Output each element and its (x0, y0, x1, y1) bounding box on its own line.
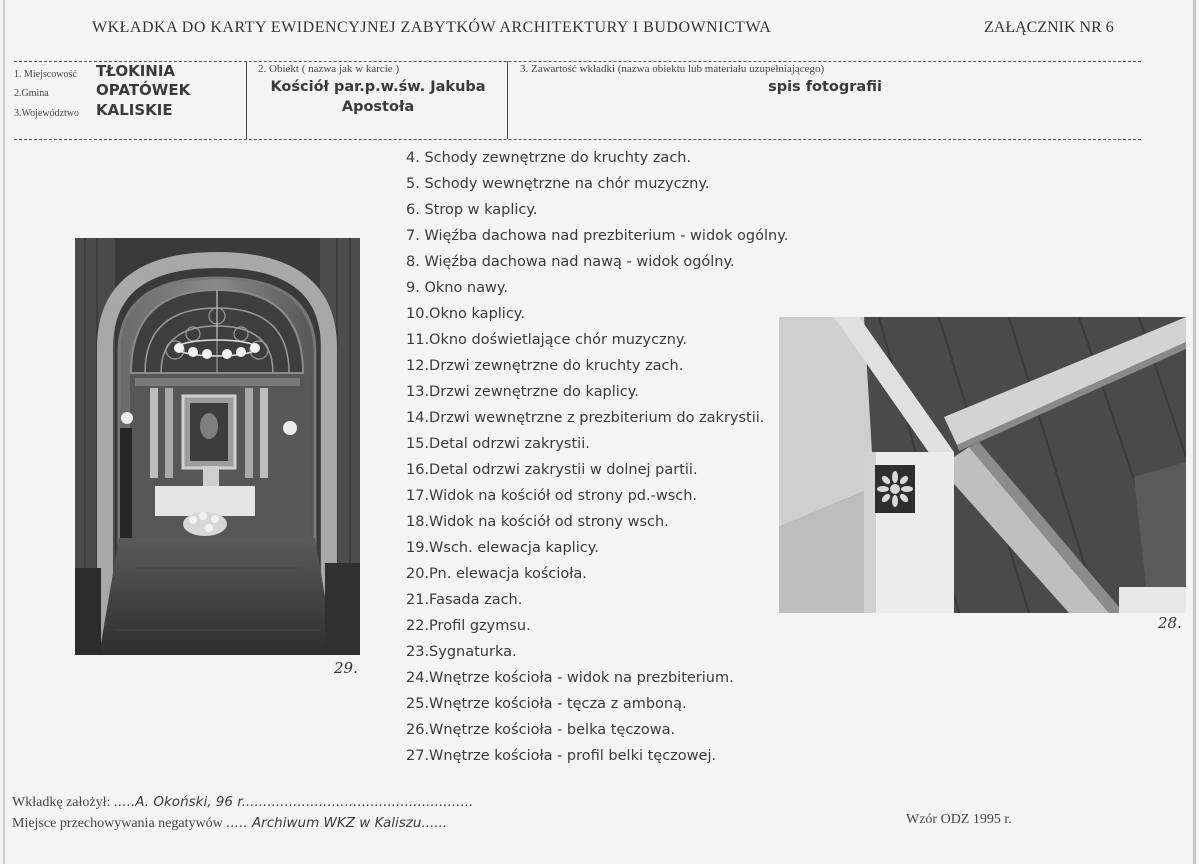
list-item: 27.Wnętrze kościoła - profil belki tęczowej. (406, 748, 717, 764)
list-item: 11.Okno doświetlające chór muzyczny. (406, 332, 688, 348)
list-item: 6. Strop w kaplicy. (406, 202, 538, 218)
storage-label: Miejsce przechowywania negatywów (12, 816, 223, 831)
storage-line (12, 815, 447, 832)
wojewodztwo-value: KALISKIE (96, 101, 173, 119)
list-item: 23.Sygnaturka. (406, 644, 517, 660)
object-name-line1: Kościół par.p.w.św. Jakuba (270, 79, 486, 95)
photo-roof-truss (779, 317, 1186, 613)
list-item: 12.Drzwi zewnętrzne do kruchty zach. (406, 358, 684, 374)
miejscowosc-label: 1. Miejscowość (14, 69, 77, 80)
content-label: 3. Zawartość wkładki (nazwa obiektu lub materiału uzupełniającego) (520, 63, 825, 75)
photo-number-29: 29. (334, 659, 358, 677)
form-template-version: Wzór ODZ 1995 r. (906, 812, 1012, 827)
list-item: 24.Wnętrze kościoła - widok na prezbiterium. (406, 670, 734, 686)
annex-number: ZAŁĄCZNIK NR 6 (984, 19, 1114, 36)
list-item: 8. Więźba dachowa nad nawą - widok ogólny. (406, 254, 735, 270)
list-item: 25.Wnętrze kościoła - tęcza z amboną. (406, 696, 687, 712)
photo-list (406, 148, 788, 772)
photo-chapel-interior (75, 238, 360, 655)
content-value: spis fotografii (768, 79, 882, 95)
gmina-value: OPATÓWEK (96, 81, 191, 99)
page-edge-right (1193, 0, 1196, 864)
author-line (12, 794, 473, 811)
column-divider-1 (246, 61, 247, 139)
list-item: 10.Okno kaplicy. (406, 306, 525, 322)
list-item: 21.Fasada zach. (406, 592, 523, 608)
object-label: 2. Obiekt ( nazwa jak w karcie ) (258, 63, 400, 75)
list-item: 7. Więźba dachowa nad prezbiterium - widok ogólny. (406, 228, 789, 244)
list-item: 15.Detal odrzwi zakrystii. (406, 436, 590, 452)
storage-value: ..... Archiwum WKZ w Kaliszu...... (226, 815, 448, 831)
list-item: 17.Widok na kościół od strony pd.-wsch. (406, 488, 698, 504)
list-item: 5. Schody wewnętrzne na chór muzyczny. (406, 176, 710, 192)
list-item: 13.Drzwi zewnętrzne do kaplicy. (406, 384, 639, 400)
list-item: 22.Profil gzymsu. (406, 618, 531, 634)
list-item: 14.Drzwi wewnętrzne z prezbiterium do zakrystii. (406, 410, 765, 426)
list-item: 18.Widok na kościół od strony wsch. (406, 514, 669, 530)
list-item: 26.Wnętrze kościoła - belka tęczowa. (406, 722, 676, 738)
author-value: .....A. Okoński, 96 r...................................................... (113, 794, 474, 810)
table-top-line (14, 61, 1141, 62)
list-item: 16.Detal odrzwi zakrystii w dolnej partii. (406, 462, 698, 478)
object-name-line2: Apostoła (341, 99, 415, 115)
list-item: 4. Schody zewnętrzne do kruchty zach. (406, 150, 692, 166)
list-item: 9. Okno nawy. (406, 280, 508, 296)
list-item: 19.Wsch. elewacja kaplicy. (406, 540, 599, 556)
list-item: 20.Pn. elewacja kościoła. (406, 566, 587, 582)
photo-number-28: 28. (1158, 614, 1182, 632)
author-label: Wkładkę założył: (12, 795, 111, 810)
miejscowosc-value: TŁOKINIA (96, 62, 176, 80)
page-edge-left (3, 0, 5, 864)
gmina-label: 2.Gmina (14, 88, 49, 99)
form-title: WKŁADKA DO KARTY EWIDENCYJNEJ ZABYTKÓW ARCHITEKTURY I BUDOWNICTWA (92, 19, 772, 36)
table-bottom-line (14, 139, 1141, 140)
column-divider-2 (507, 61, 508, 139)
wojewodztwo-label: 3.Województwo (14, 108, 80, 119)
